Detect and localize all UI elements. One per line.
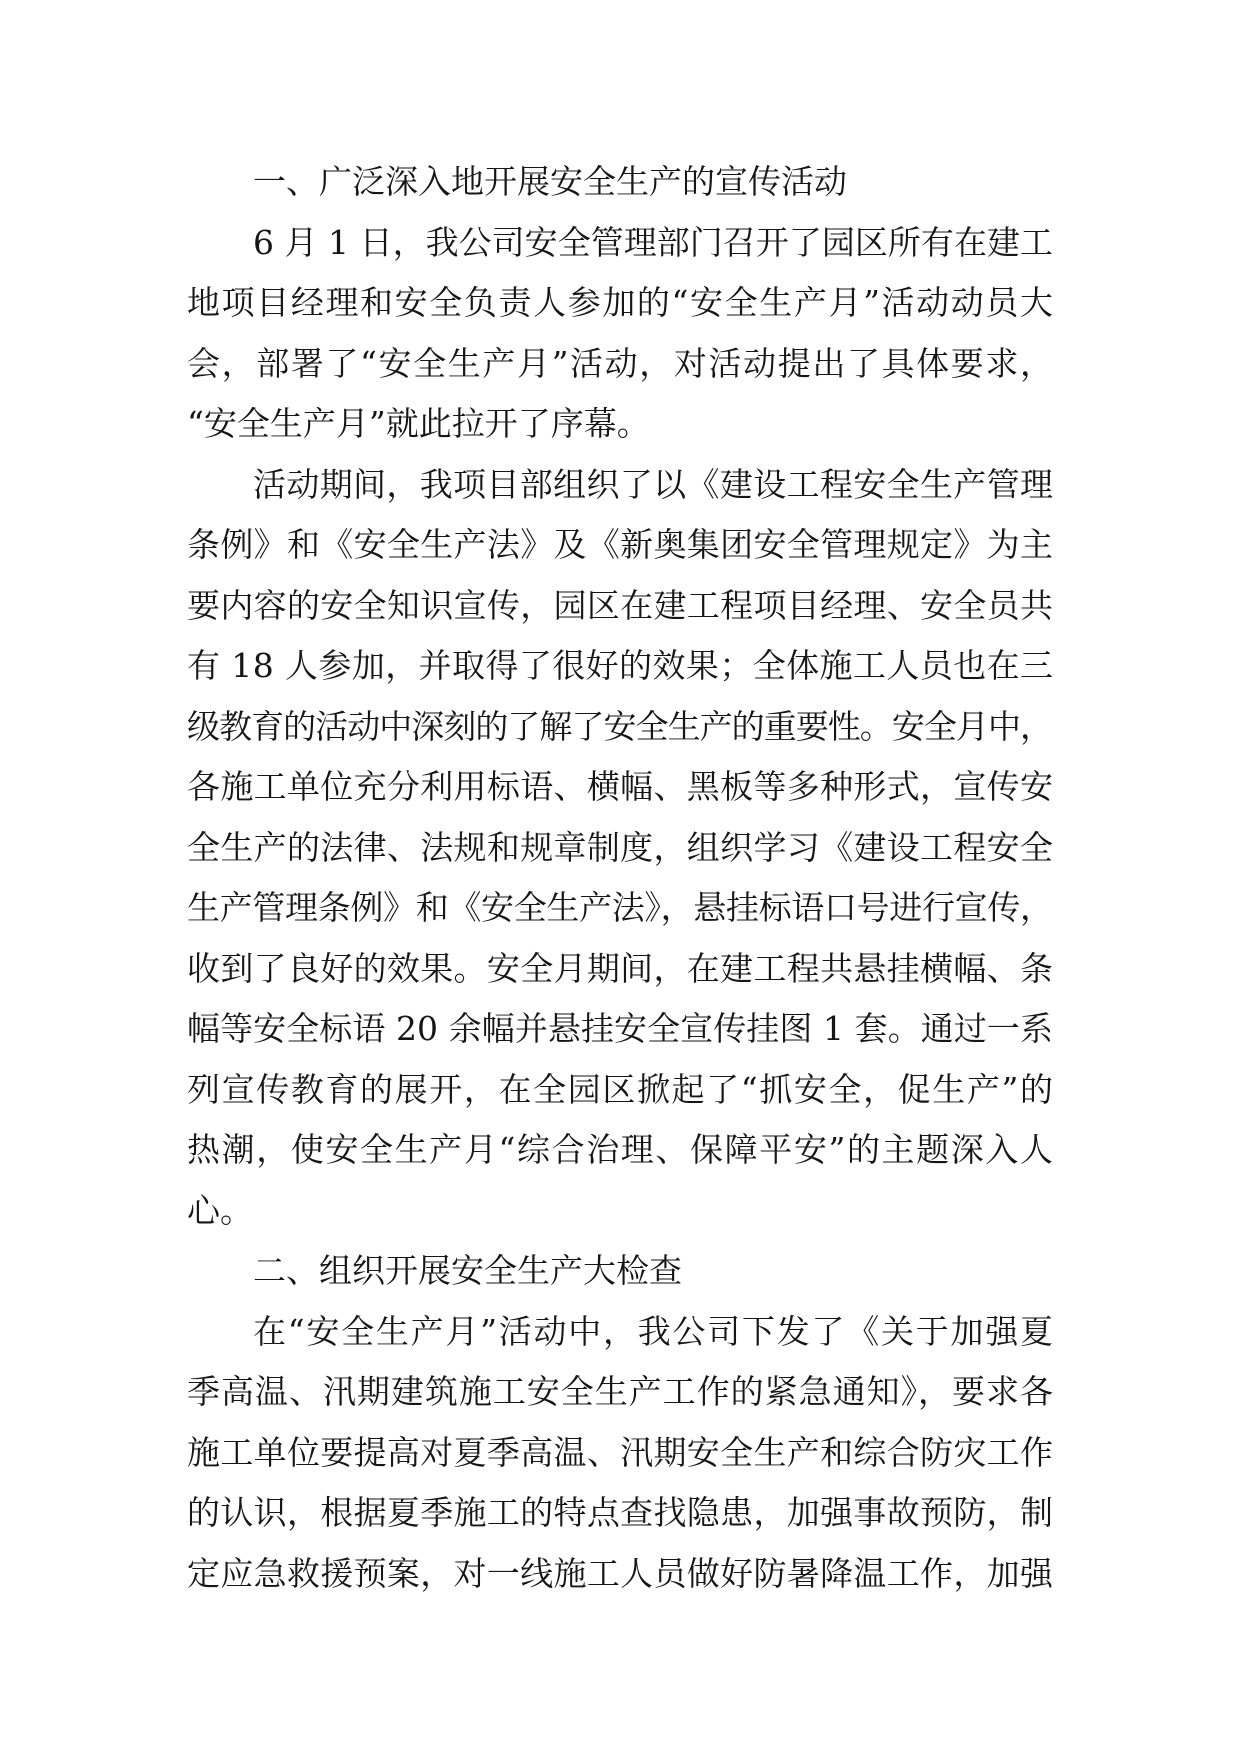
- paragraph-line: 列宣传教育的展开，在全园区掀起了“抓安全，促生产”的: [187, 1069, 1055, 1109]
- document-body: [187, 152, 1053, 1604]
- paragraph-line: 施工单位要提高对夏季高温、汛期安全生产和综合防灾工作: [187, 1432, 1054, 1472]
- paragraph-line: “安全生产月”就此拉开了序幕。: [187, 404, 650, 443]
- paragraph-line: 生产管理条例》和《安全生产法》，悬挂标语口号进行宣传，: [187, 888, 1053, 927]
- paragraph-line: 定应急救援预案，对一线施工人员做好防暑降温工作，加强: [187, 1553, 1054, 1593]
- paragraph-line: 全生产的法律、法规和规章制度，组织学习《建设工程安全: [187, 827, 1054, 867]
- section-heading-1: 一、广泛深入地开展安全生产的宣传活动: [253, 162, 847, 201]
- paragraph-line: 条例》和《安全生产法》及《新奥集团安全管理规定》为主: [187, 525, 1054, 564]
- section-2: [187, 1241, 1053, 1604]
- paragraph-line: 热潮，使安全生产月“综合治理、保障平安”的主题深入人: [187, 1130, 1055, 1169]
- paragraph-line: 活动期间，我项目部组织了以《建设工程安全生产管理: [253, 464, 1054, 504]
- paragraph-line: 会，部署了“安全生产月”活动，对活动提出了具体要求，: [187, 343, 1055, 383]
- paragraph-line: 幅等安全标语 20 余幅并悬挂安全宣传挂图 1 套。通过一系: [187, 1009, 1054, 1048]
- paragraph-line: 地项目经理和安全负责人参加的“安全生产月”活动动员大: [187, 283, 1055, 322]
- section-1: [187, 152, 1053, 1241]
- paragraph: [187, 1302, 1053, 1605]
- paragraph-line: 心。: [187, 1190, 253, 1230]
- paragraph-line: 季高温、汛期建筑施工安全生产工作的紧急通知》，要求各: [187, 1372, 1054, 1411]
- paragraph-line: 各施工单位充分利用标语、横幅、黑板等多种形式，宣传安: [187, 767, 1054, 806]
- paragraph-line: 要内容的安全知识宣传，园区在建工程项目经理、安全员共: [187, 585, 1054, 625]
- paragraph-line: 6 月 1 日，我公司安全管理部门召开了园区所有在建工: [253, 222, 1054, 262]
- section-heading-2: 二、组织开展安全生产大检查: [253, 1251, 682, 1290]
- paragraph-line: 的认识，根据夏季施工的特点查找隐患，加强事故预防，制: [187, 1493, 1054, 1532]
- paragraph: [187, 455, 1053, 1242]
- paragraph-line: 级教育的活动中深刻的了解了安全生产的重要性。安全月中，: [187, 706, 1053, 746]
- paragraph-line: 收到了良好的效果。安全月期间，在建工程共悬挂横幅、条: [187, 948, 1054, 988]
- paragraph-line: 在“安全生产月”活动中，我公司下发了《关于加强夏: [253, 1311, 1055, 1351]
- paragraph-line: 有 18 人参加，并取得了很好的效果；全体施工人员也在三: [187, 646, 1054, 685]
- paragraph: [187, 213, 1053, 455]
